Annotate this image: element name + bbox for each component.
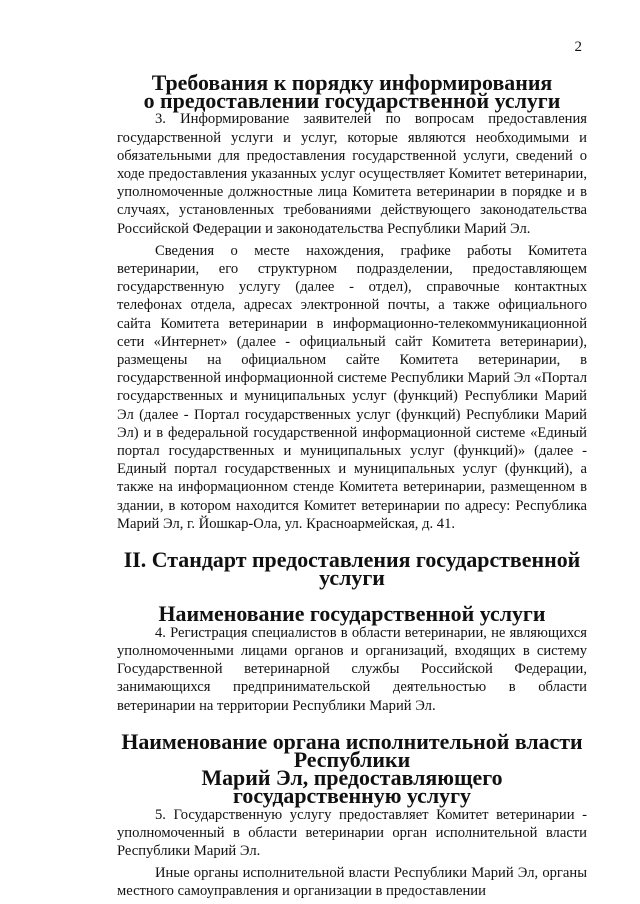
heading-line: Требования к порядку информирования <box>151 70 553 95</box>
section-heading-informing <box>117 70 587 114</box>
heading-line: Марий Эл, предоставляющего государственную услугу <box>201 765 503 809</box>
paragraph-service-name-4: 4. Регистрация специалистов в области ветеринарии, не являющихся уполномоченными лицами органов и организаций, входящих в систему Государственной ветеринарной службы Российской Федерации, занимающихся предпринимательской деятельностью в области ветеринарии на территории Республики Марий Эл. <box>117 624 587 714</box>
page-number: 2 <box>574 39 582 55</box>
paragraph-other-bodies: Иные органы исполнительной власти Республики Марий Эл, органы местного самоуправления и организации в предоставлении <box>117 865 587 900</box>
section-heading-standard: II. Стандарт предоставления государственной услуги <box>123 547 581 591</box>
section-heading-executive-body <box>117 728 587 809</box>
heading-line: о предоставлении государственной услуги <box>143 88 561 114</box>
heading-line: Наименование органа исполнительной власти Республики <box>121 728 583 772</box>
paragraph-informing-3: 3. Информирование заявителей по вопросам предоставления государственной услуги и услуг, которые являются необходимыми и обязательными для предоставления государственной услуги, сведений о ходе предоставления указанных услуг осуществляет Комитет ветеринарии, уполномоченные должностные лица Комитета ветеринарии в порядке и в случаях, установленных требованиями действующего законодательства Российской Федерации и законодательства Республики Марий Эл. <box>117 111 587 237</box>
paragraph-location-info: Сведения о месте нахождения, графике работы Комитета ветеринарии, его структурном подразделении, предоставляющем государственную услугу (далее - отдел), справочные контактных телефонах отдела, адресах электронной почты, а также официального сайта Комитета ветеринарии в информационно-телекоммуникационной сети «Интернет» (далее - официальный сайт Комитета ветеринарии), размещены на официальном сайте Комитета ветеринарии, в государственной информационной системе Республики Марий Эл «Портал государственных и муниципальных услуг (функций) Республики Марий Эл (далее - Портал государственных услуг (функций) Республики Марий Эл) и в федеральной государственной информационной системе «Единый портал государственных и муниципальных услуг (функций)» (далее - Единый портал государственных и муниципальных услуг (функций), а также на информационном стенде Комитета ветеринарии, размещенном в здании, в котором находится Комитет ветеринарии по адресу: Республика Марий Эл, г. Йошкар-Ола, ул. Красноармейская, д. 41. <box>117 242 587 532</box>
paragraph-provider-5: 5. Государственную услугу предоставляет Комитет ветеринарии - уполномоченный в области ветеринарии орган исполнительной власти Республики Марий Эл. <box>117 806 587 859</box>
document-body <box>117 70 587 901</box>
section-heading-service-name: Наименование государственной услуги <box>158 601 546 627</box>
